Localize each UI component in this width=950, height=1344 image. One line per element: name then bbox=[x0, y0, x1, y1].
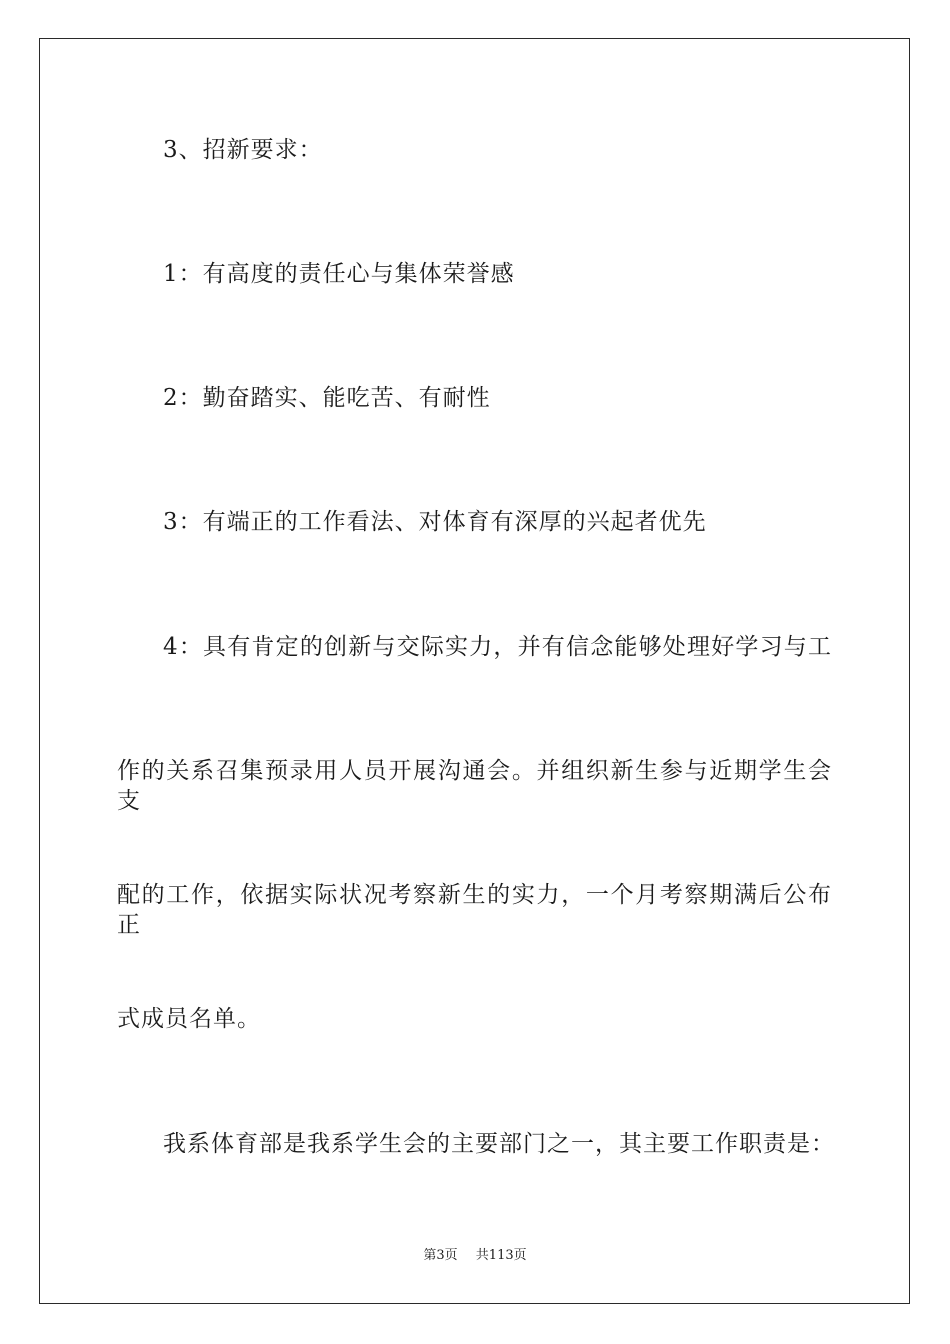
paragraph-requirement-1: 1：有高度的责任心与集体荣誉感 bbox=[163, 261, 515, 287]
paragraph-requirement-4-line-3: 配的工作，依据实际状况考察新生的实力，一个月考察期满后公布正 bbox=[117, 882, 832, 938]
paragraph-recruit-requirements-heading: 3、招新要求： bbox=[163, 137, 323, 163]
paragraph-requirement-3: 3：有端正的工作看法、对体育有深厚的兴起者优先 bbox=[163, 509, 707, 535]
paragraph-sports-department-intro: 我系体育部是我系学生会的主要部门之一，其主要工作职责是： bbox=[163, 1131, 835, 1157]
page-total: 共113页 bbox=[475, 1248, 527, 1263]
page-number: 第3页 bbox=[423, 1248, 458, 1263]
paragraph-requirement-2: 2：勤奋踏实、能吃苦、有耐性 bbox=[163, 385, 491, 411]
page-border bbox=[39, 38, 910, 1304]
paragraph-requirement-4-line-1: 4：具有肯定的创新与交际实力，并有信念能够处理好学习与工 bbox=[163, 634, 832, 660]
page-footer bbox=[0, 1247, 950, 1265]
paragraph-requirement-4-line-4: 式成员名单。 bbox=[117, 1006, 261, 1032]
paragraph-requirement-4-line-2: 作的关系召集预录用人员开展沟通会。并组织新生参与近期学生会支 bbox=[117, 758, 832, 814]
